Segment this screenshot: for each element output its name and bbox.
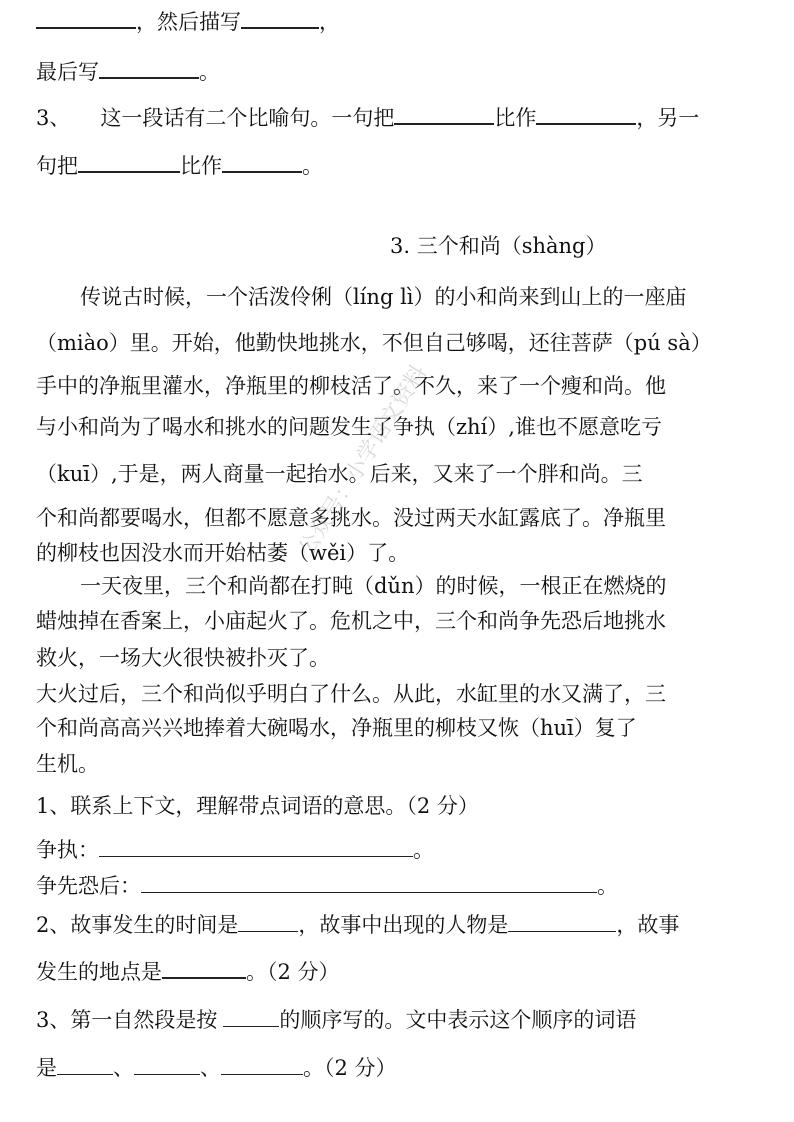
fill-question-3-line-2: 句把 比作 。: [36, 154, 323, 178]
question-1: 1、联系上下文，理解带点词语的意思。（2 分）: [36, 794, 479, 818]
question-3: 3、第一自然段是按 的顺序写的。文中表示这个顺序的词语: [36, 1008, 637, 1032]
story-line: 生机。: [36, 752, 99, 776]
blank-line[interactable]: [222, 159, 302, 173]
story-line: 的柳枝也因没水而开始枯萎（wěi）了。: [36, 541, 410, 565]
blank-line[interactable]: [78, 159, 180, 173]
fill-line-2: 最后写 。: [36, 60, 220, 84]
answer-line[interactable]: [223, 1010, 279, 1027]
story-line: （miào）里。开始，他勤快地挑水，不但自己够喝，还往菩萨（pú sà）: [36, 331, 712, 355]
answer-line[interactable]: [508, 915, 616, 932]
story-line: 个和尚都要喝水，但都不愿意多挑水。没过两天水缸露底了。净瓶里: [36, 506, 666, 530]
question-1-item-a: 争执： 。: [36, 838, 434, 862]
story-line: 手中的净瓶里灌水，净瓶里的柳枝活了。不久，来了一个瘦和尚。他: [36, 374, 666, 398]
story-line: 大火过后，三个和尚似乎明白了什么。从此，水缸里的水又满了，三: [36, 682, 666, 706]
blank-line[interactable]: [162, 965, 246, 979]
story-line: 救火，一场大火很快被扑灭了。: [36, 646, 330, 670]
story-line: 与小和尚为了喝水和挑水的问题发生了争执（zhí）,谁也不愿意吃亏: [36, 415, 662, 439]
watermark: 公众号：小学语文资料: [294, 361, 433, 561]
story-line: 个和尚高高兴兴地捧着大碗喝水，净瓶里的柳枝又恢（huī）复了: [36, 716, 637, 740]
question-2: 2、故事发生的时间是 ，故事中出现的人物是 ，故事: [36, 913, 680, 937]
answer-line[interactable]: [141, 876, 597, 893]
blank-line[interactable]: [99, 65, 199, 79]
story-title: 3. 三个和尚（shàng）: [390, 234, 607, 258]
story-line: 蜡烛掉在香案上，小庙起火了。危机之中，三个和尚争先恐后地挑水: [36, 609, 666, 633]
answer-line[interactable]: [57, 1058, 113, 1075]
answer-line[interactable]: [134, 1058, 200, 1075]
answer-line[interactable]: [221, 1058, 303, 1075]
answer-line[interactable]: [99, 840, 413, 857]
blank-line[interactable]: [241, 15, 319, 29]
story-line: （kuī）,于是，两人商量一起抬水。后来，又来了一个胖和尚。三: [36, 462, 643, 486]
question-3-line-2: 是 、 、 。（2 分）: [36, 1056, 397, 1080]
answer-line[interactable]: [238, 915, 298, 932]
story-line: 一天夜里，三个和尚都在打盹（dǔn）的时候，一根正在燃烧的: [80, 574, 667, 598]
question-1-item-b: 争先恐后： 。: [36, 874, 618, 898]
blank-line[interactable]: [36, 15, 136, 29]
blank-line[interactable]: [394, 111, 494, 125]
story-line: 传说古时候，一个活泼伶俐（líng lì）的小和尚来到山上的一座庙: [80, 285, 687, 309]
question-2-line-2: 发生的地点是 。（2 分）: [36, 960, 340, 984]
blank-line[interactable]: [536, 111, 636, 125]
fill-line-1: ，然后描写 ，: [36, 8, 340, 36]
fill-question-3: 3、 这一段话有二个比喻句。一句把 比作 ，另一: [36, 106, 700, 130]
